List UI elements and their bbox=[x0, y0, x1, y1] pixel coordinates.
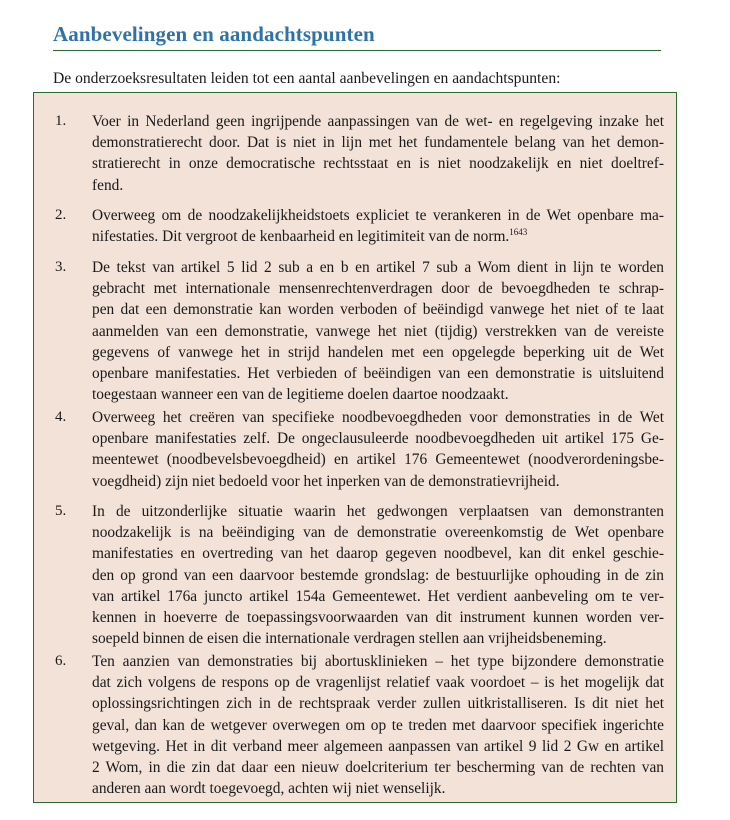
text-line: aanmelden van een demonstratie, vanwege het niet (tijdig) verstrekken van de vereiste bbox=[92, 322, 664, 340]
text-line: pen dat een demonstratie kan worden verboden of beëindigd vanwege het niet of te laat bbox=[92, 301, 664, 319]
item-number: 3. bbox=[55, 259, 67, 275]
text-line: den op grond van een daarvoor bestemde grondslag: de bestuurlijke ophouding in de zin bbox=[92, 566, 664, 584]
item-text bbox=[92, 205, 664, 247]
text-line: demonstratierecht door. Dat is niet in lijn met het fundamentele belang van het demon- bbox=[92, 134, 664, 152]
text-line: openbare manifestaties zelf. De ongeclausuleerde noodbevoegdheden uit artikel 175 Ge- bbox=[92, 430, 664, 448]
text-line: manifestaties en overtreding van het daarop gegeven noodbevel, kan dit enkel geschie- bbox=[92, 545, 664, 563]
item-text bbox=[92, 407, 664, 492]
text-line: openbare manifestaties. Het verbieden of beëindigen van een demonstratie is uitsluitend bbox=[92, 365, 664, 383]
recommendations-box bbox=[33, 92, 677, 803]
intro-paragraph: De onderzoeksresultaten leiden tot een aantal aanbevelingen en aandachtspunten: bbox=[53, 69, 561, 87]
text-line: Overweeg het creëren van specifieke noodbevoegdheden voor demonstraties in de Wet bbox=[92, 409, 664, 426]
text-line: stratierecht in onze democratische rechtsstaat en is niet noodzakelijk en niet doeltref- bbox=[92, 155, 664, 173]
text-line: In de uitzonderlijke situatie waarin het gedwongen verplaatsen van demonstranten bbox=[92, 503, 664, 520]
item-text bbox=[92, 257, 664, 405]
text-line: gegevens of vanwege het in strijd handelen met een opgelegde beperking uit de Wet bbox=[92, 343, 664, 361]
text-line: gebracht met internationale mensenrechtenverdragen door de bevoegdheden te schrap- bbox=[92, 280, 664, 298]
text-line: Overweeg om de noodzakelijkheidstoets expliciet te verankeren in de Wet openbare ma- bbox=[92, 207, 664, 224]
item-number: 4. bbox=[55, 409, 67, 425]
text-line: fend. bbox=[92, 176, 124, 194]
item-number: 2. bbox=[55, 207, 67, 223]
text-line: van artikel 176a juncto artikel 154a Gemeentewet. Het verdient aanbeveling om te ver- bbox=[92, 587, 664, 605]
text-line: Ten aanzien van demonstraties bij abortusklinieken – het type bijzondere demonstratie bbox=[92, 653, 664, 670]
section-title: Aanbevelingen en aandachtspunten bbox=[53, 20, 661, 51]
text-line: anderen aan wordt toegevoegd, achten wij niet wenselijk. bbox=[92, 780, 446, 798]
text-line: Voer in Nederland geen ingrijpende aanpassingen van de wet- en regelgeving inzake het bbox=[92, 113, 664, 130]
text-line bbox=[92, 226, 664, 247]
item-number: 5. bbox=[55, 503, 67, 519]
text-line: geval, dan kan de wetgever overwegen om op te treden met daarvoor specifiek ingerichte bbox=[92, 716, 664, 734]
text-line: toegestaan wanneer een van de legitieme doelen daartoe noodzaakt. bbox=[92, 386, 509, 404]
item-number: 6. bbox=[55, 653, 67, 669]
text-line: oplossingsrichtingen zich in de rechtspraak verder zullen uitkristalliseren. Is dit niet het bbox=[92, 695, 664, 713]
item-text bbox=[92, 651, 664, 799]
text-line: 2 Wom, in die zin dat daar een nieuw doelcriterium ter bescherming van de rechten van bbox=[92, 759, 664, 777]
text-line: kennen in hoeverre de toepassingsvoorwaarden van dit instrument kunnen worden ver- bbox=[92, 609, 664, 627]
footnote-reference[interactable]: 1643 bbox=[509, 227, 528, 238]
text-line: wetgeving. Het in dit verband meer algemeen aanpassen van artikel 9 lid 2 Gw en artikel bbox=[92, 737, 664, 755]
text-line: soepeld binnen de eisen die internationale verdragen stellen aan vrijheidsbeneming. bbox=[92, 630, 607, 648]
text-line: noodzakelijk is na beëindiging van de demonstratie overeenkomstig de Wet openbare bbox=[92, 524, 664, 542]
text-line-content: nifestaties. Dit vergroot de kenbaarheid en legitimiteit van de norm. bbox=[92, 228, 510, 246]
text-line: dat zich volgens de respons op de vragenlijst relatief vaak voordoet – is het mogelijk dat bbox=[92, 674, 664, 692]
text-line: voegdheid) zijn niet bedoeld voor het inperken van de demonstratievrijheid. bbox=[92, 472, 560, 490]
text-line: meentewet (noodbevelsbevoegdheid) en artikel 176 Gemeentewet (noodverordeningsbe- bbox=[92, 451, 664, 469]
item-number: 1. bbox=[55, 113, 67, 129]
item-text bbox=[92, 111, 664, 196]
text-line: De tekst van artikel 5 lid 2 sub a en b en artikel 7 sub a Wom dient in lijn te worden bbox=[92, 259, 664, 276]
item-text bbox=[92, 501, 664, 649]
